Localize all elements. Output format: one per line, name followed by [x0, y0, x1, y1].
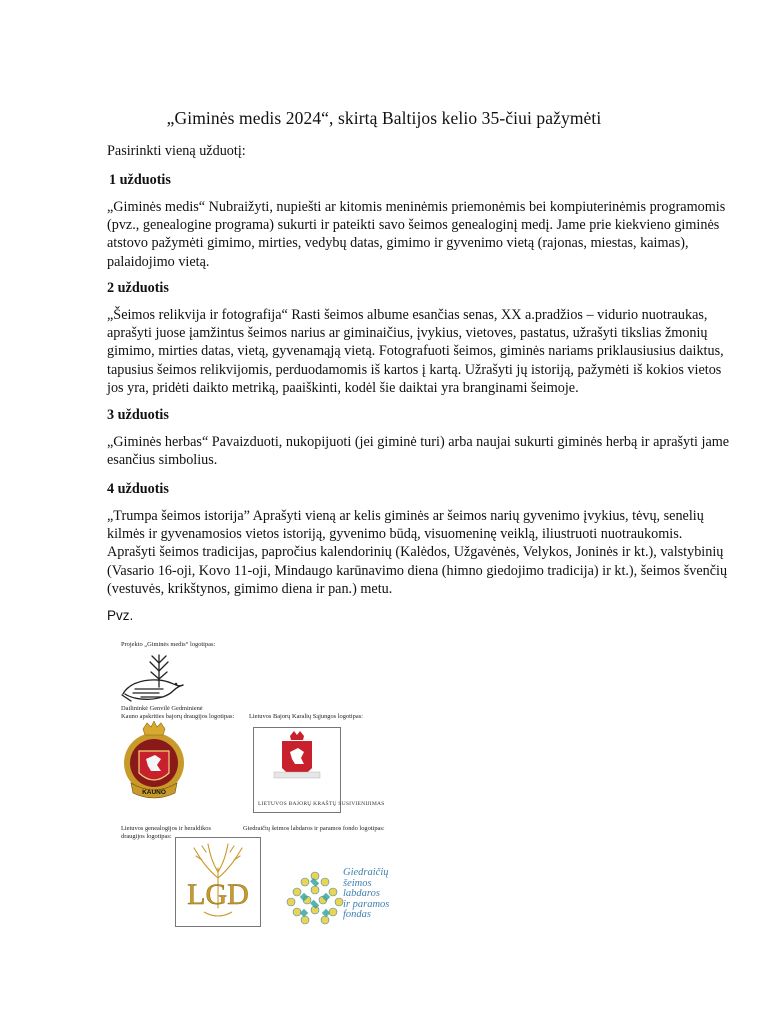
- example-label: Pvz.: [107, 608, 134, 623]
- giedraiciu-fund-pattern-logo: [285, 868, 345, 928]
- lgd-tree-logo: [176, 838, 260, 926]
- caption-lgd-logo-line2: draugijos logotipas:: [121, 833, 172, 840]
- caption-author: Dailininkė Genvilė Gedminienė: [121, 705, 203, 712]
- lgd-logo-frame: [175, 837, 261, 927]
- caption-lbks-logo: Lietuvos Bajorų Karalių Sąjungos logotipas:: [249, 713, 363, 720]
- lbks-band-text: LIETUVOS BAJORŲ KRAŠTŲ SUSIVIENIJIMAS: [258, 801, 385, 807]
- task-2-heading: 2 užduotis: [107, 280, 169, 296]
- task-1-heading: 1 užduotis: [109, 172, 171, 188]
- document-title: „Giminės medis 2024“, skirtą Baltijos kelio 35-čiui pažymėti: [166, 108, 602, 128]
- lgd-letters: LGD: [187, 878, 249, 911]
- giedraiciu-fund-logo-text: Giedraičių šeimos labdaros ir paramos fondas: [343, 867, 390, 921]
- kauno-ribbon-text: KAUNO: [142, 789, 166, 796]
- intro-text: Pasirinkti vieną užduotį:: [107, 143, 246, 159]
- task-1-text: „Giminės medis“ Nubraižyti, nupiešti ar kitomis meninėmis priemonėmis bei kompiuterinėmis programomis (pvz., genealogine programa) sukurti ir pateikti savo šeimos genealoginį medį. Jame prie kiekvieno giminės atstovo pažymėti gimimo, mirties, vedybų datas, gimimo ir gyvenimo vietą (rajonas, miestas, kaimas), palaidojimo vietą.: [107, 199, 726, 270]
- caption-fund-logo: Giedraičių šeimos labdaros ir paramos fondo logotipas:: [243, 825, 385, 832]
- task-4-heading: 4 užduotis: [107, 481, 169, 497]
- task-4-text: „Trumpa šeimos istorija” Aprašyti vieną ar kelis giminės ar šeimos narių gyvenimo įvykius, tėvų, senelių kilmės ir gyvenamosios vietos istoriją, gyvenimo būdą, visuomeninę veiklą, iliustruoti nuotraukomis. Aprašyti šeimos tradicijas, papročius kalendorinių (Kalėdos, Užgavėnės, Velykos, Joninės ir kt.), valstybinių (Vasario 16-oji, Kovo 11-oji, Mindaugo karūnavimo diena (himno giedojimo tradicija) ir kt.), šeimos švenčių (vestuvės, krikštynos, gimimo diena ir pan.) metu.: [107, 508, 728, 597]
- task-3-heading: 3 užduotis: [107, 407, 169, 423]
- task-3-text: „Giminės herbas“ Pavaizduoti, nukopijuoti (jei giminė turi) arba naujai sukurti giminės herbą ir aprašyti jame esančius simbolius.: [107, 434, 730, 469]
- lbks-logo-frame: [253, 727, 385, 813]
- caption-kaunas-logo: Kauno apskrities bajorų draugijos logotipas:: [121, 713, 235, 720]
- caption-project-logo: Projekto „Giminės medis“ logotipas:: [121, 641, 216, 648]
- caption-lgd-logo-line1: Lietuvos genealogijos ir heraldikos: [121, 825, 211, 832]
- logos-figure: [107, 632, 397, 944]
- kaunas-nobility-crest-logo: [121, 721, 187, 803]
- family-tree-bird-logo: [119, 649, 185, 705]
- task-2-text: „Šeimos relikvija ir fotografija“ Rasti šeimos albume esančias senas, XX a.pradžios – vidurio nuotraukas, aprašyti juose įamžintus šeimos narius ar giminaičius, įvykius, vietoves, pastatus, užrašyti tikslias žmonių gimimo, mirties datas, vietą, gyvenamąją vietą. Fotografuoti šeimos, giminės nariams priklausiusius daiktus, tapusius šeimos relikvijomis, perduodamomis iš kartos į kartą. Užrašyti jų istoriją, pažymėti iš kokios vietos jos yra, pridėti daikto metriką, paaiškinti, kodėl šie daiktai yra branginami šeimoje.: [107, 307, 724, 396]
- lbks-crest-logo: [254, 728, 340, 812]
